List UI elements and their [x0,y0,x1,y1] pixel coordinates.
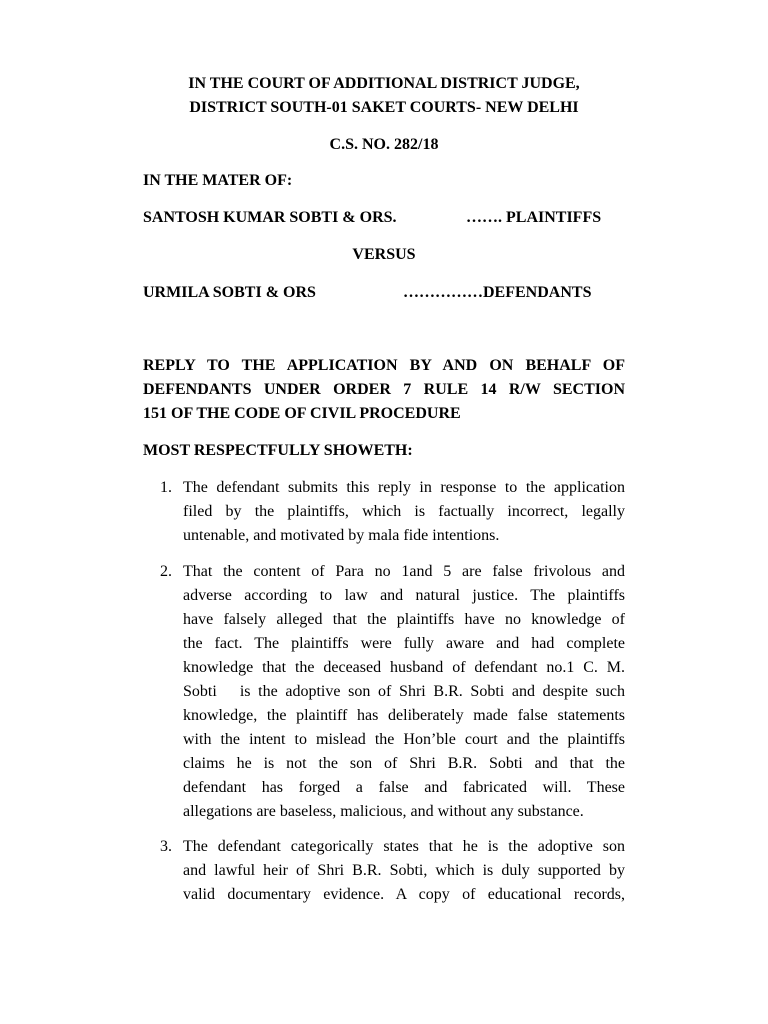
paragraph-body [183,560,625,824]
plaintiff-name: SANTOSH KUMAR SOBTI & ORS. [143,209,397,226]
paragraph-line: have falsely alleged that the plaintiffs have no knowledge of [183,611,625,628]
reply-title-line: 151 OF THE CODE OF CIVIL PROCEDURE [143,405,461,422]
reply-title-line: REPLY TO THE APPLICATION BY AND ON BEHALF OF [143,357,625,374]
paragraph-line: defendant has forged a false and fabricated will. These [183,779,625,796]
paragraph-line: allegations are baseless, malicious, and without any substance. [183,803,584,820]
paragraph-line: knowledge that the deceased husband of defendant no.1 C. M. [183,659,625,676]
paragraph-line: The defendant categorically states that he is the adoptive son [183,838,625,855]
paragraph-body [183,835,625,907]
court-heading-line2: DISTRICT SOUTH-01 SAKET COURTS- NEW DELHI [189,99,579,116]
paragraph-line: That the content of Para no 1and 5 are false frivolous and [183,563,625,580]
paragraph-line: knowledge, the plaintiff has deliberately made false statements [183,707,625,724]
paragraph-line: with the intent to mislead the Hon’ble court and the plaintiffs [183,731,625,748]
paragraph-line: untenable, and motivated by mala fide intentions. [183,527,500,544]
paragraph-number: 1. [160,479,172,496]
paragraph-line: filed by the plaintiffs, which is factually incorrect, legally [183,503,625,520]
plaintiff-role: ……. PLAINTIFFS [466,209,602,226]
paragraph-line: Sobti is the adoptive son of Shri B.R. Sobti and despite such [183,683,625,700]
defendant-name: URMILA SOBTI & ORS [143,284,316,301]
reply-title [143,354,625,426]
showeth-label: MOST RESPECTFULLY SHOWETH: [143,442,413,459]
paragraph-line: the fact. The plaintiffs were fully aware and had complete [183,635,625,652]
paragraph-body [183,476,625,548]
paragraph-line: valid documentary evidence. A copy of educational records, [183,886,625,903]
paragraph-line: claims he is not the son of Shri B.R. Sobti and that the [183,755,625,772]
paragraph-number: 3. [160,838,172,855]
versus-label: VERSUS [352,246,416,263]
case-number: C.S. NO. 282/18 [329,136,439,153]
paragraph-line: and lawful heir of Shri B.R. Sobti, which is duly supported by [183,862,625,879]
paragraph-line: adverse according to law and natural justice. The plaintiffs [183,587,625,604]
paragraph-line: The defendant submits this reply in response to the application [183,479,625,496]
reply-title-line: DEFENDANTS UNDER ORDER 7 RULE 14 R/W SECTION [143,381,625,398]
court-heading-line1: IN THE COURT OF ADDITIONAL DISTRICT JUDGE, [188,75,580,92]
defendant-role: ……………DEFENDANTS [403,284,592,301]
paragraph-number: 2. [160,563,172,580]
matter-label: IN THE MATER OF: [143,172,293,189]
